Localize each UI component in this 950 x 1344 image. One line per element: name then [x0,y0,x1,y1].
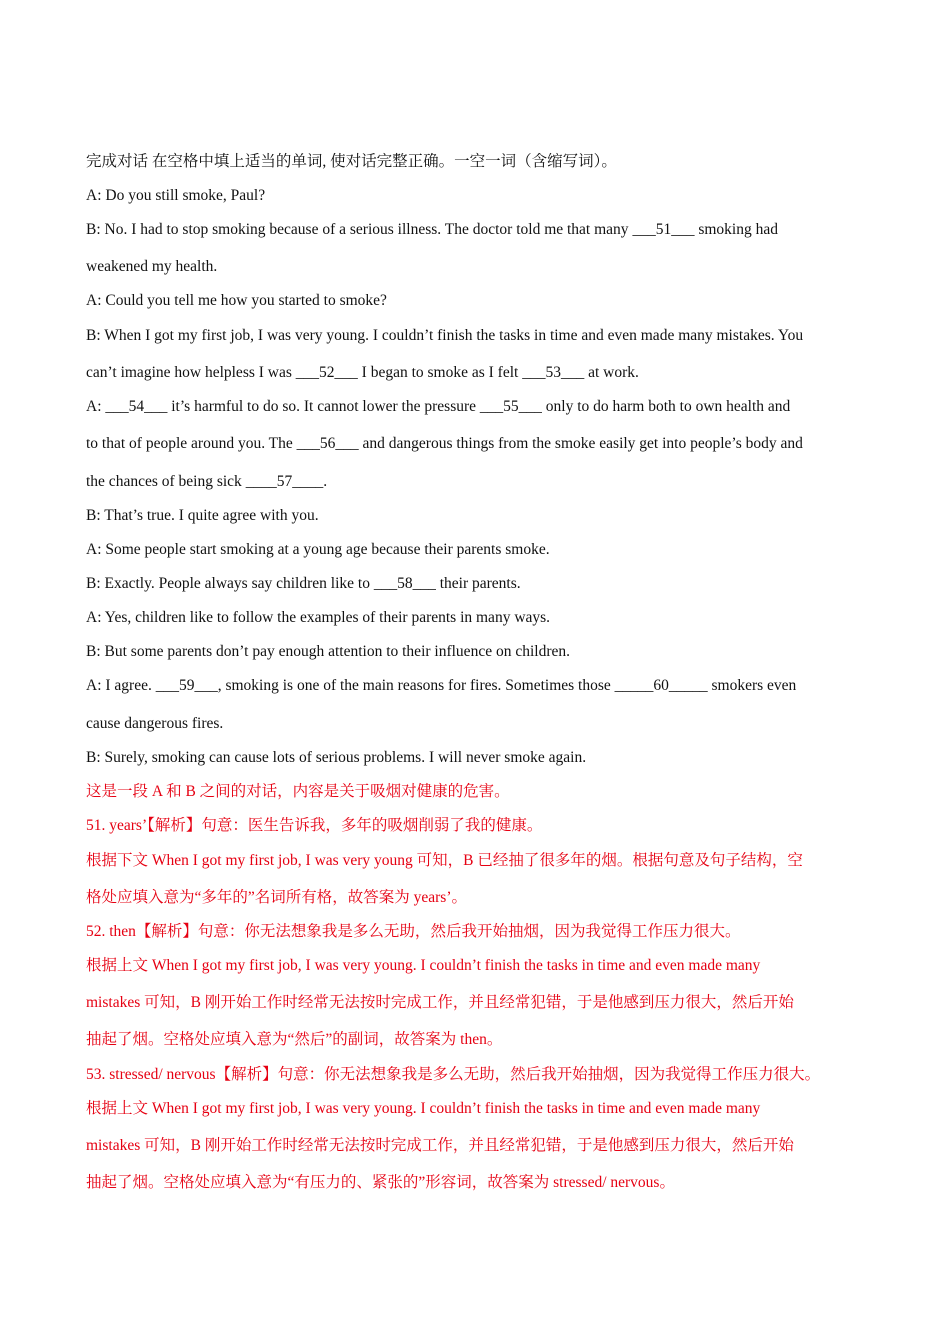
blank-55: ___55___ [479,398,542,415]
analysis-51-line-3: 格处应填入意为“多年的”名词所有格，故答案为 years’。 [86,889,468,906]
dialogue-line-13: A: Yes, children like to follow the examples of their parents in many ways. [86,609,551,626]
dialogue-line-12: B: Exactly. People always say children like to ___58___ their parents. [86,575,521,592]
dialogue-line-17: B: Surely, smoking can cause lots of serious problems. I will never smoke again. [86,749,587,766]
analysis-51-heading: 51. years’【解析】句意：医生告诉我，多年的吸烟削弱了我的健康。 [86,817,543,834]
blank-60: _____60_____ [614,677,708,694]
blank-56: ___56___ [296,435,359,452]
analysis-52-line-4: 抽起了烟。空格处应填入意为“然后”的副词，故答案为 then。 [86,1031,503,1048]
analysis-51-line-2: 根据下文 When I got my first job, I was very young 可知，B 已经抽了很多年的烟。根据句意及句子结构，空 [86,852,803,869]
dialogue-line-8: to that of people around you. The ___56___ and dangerous things from the smoke easily get into people’s body and [86,435,803,452]
dialogue-line-1: A: Do you still smoke, Paul? [86,187,266,204]
dialogue-line-3: weakened my health. [86,258,218,275]
dialogue-line-16: cause dangerous fires. [86,715,224,732]
analysis-52-heading: 52. then【解析】句意：你无法想象我是多么无助，然后我开始抽烟，因为我觉得工作压力很大。 [86,923,741,940]
blank-57: ____57____ [245,473,324,490]
dialogue-line-14: B: But some parents don’t pay enough attention to their influence on children. [86,643,570,660]
analysis-53-heading: 53. stressed/ nervous【解析】句意：你无法想象我是多么无助，然后我开始抽烟，因为我觉得工作压力很大。 [86,1066,821,1083]
dialogue-line-7: A: ___54___ it’s harmful to do so. It cannot lower the pressure ___55___ only to do harm both to own health and [86,398,791,415]
dialogue-line-5: B: When I got my first job, I was very young. I couldn’t finish the tasks in time and even made many mistakes. You [86,327,804,344]
dialogue-line-10: B: That’s true. I quite agree with you. [86,507,319,524]
blank-54: ___54___ [105,398,168,415]
blank-59: ___59___ [155,677,218,694]
analysis-52-line-2: 根据上文 When I got my first job, I was very young. I couldn’t finish the tasks in time and even made many [86,957,761,974]
dialogue-line-2: B: No. I had to stop smoking because of a serious illness. The doctor told me that many ___51___ smoking had [86,221,778,238]
analysis-52-line-3: mistakes 可知，B 刚开始工作时经常无法按时完成工作，并且经常犯错，于是他感到压力很大，然后开始 [86,994,794,1011]
dialogue-line-4: A: Could you tell me how you started to smoke? [86,292,387,309]
blank-53: ___53___ [522,364,585,381]
blank-52: ___52___ [295,364,358,381]
dialogue-line-15: A: I agree. ___59___, smoking is one of the main reasons for fires. Sometimes those _____60_____ smokers even [86,677,797,694]
dialogue-line-11: A: Some people start smoking at a young age because their parents smoke. [86,541,550,558]
analysis-53-line-3: mistakes 可知，B 刚开始工作时经常无法按时完成工作，并且经常犯错，于是他感到压力很大，然后开始 [86,1137,794,1154]
instruction: 完成对话 在空格中填上适当的单词, 使对话完整正确。一空一词（含缩写词）。 [86,153,617,170]
dialogue-line-9: the chances of being sick ____57____. [86,473,328,490]
dialogue-line-6: can’t imagine how helpless I was ___52___ I began to smoke as I felt ___53___ at work. [86,364,639,381]
blank-51: ___51___ [632,221,695,238]
blank-58: ___58___ [373,575,436,592]
analysis-53-line-4: 抽起了烟。空格处应填入意为“有压力的、紧张的”形容词，故答案为 stressed/ nervous。 [86,1174,675,1191]
analysis-intro: 这是一段 A 和 B 之间的对话，内容是关于吸烟对健康的危害。 [86,783,510,800]
analysis-53-line-2: 根据上文 When I got my first job, I was very young. I couldn’t finish the tasks in time and even made many [86,1100,761,1117]
